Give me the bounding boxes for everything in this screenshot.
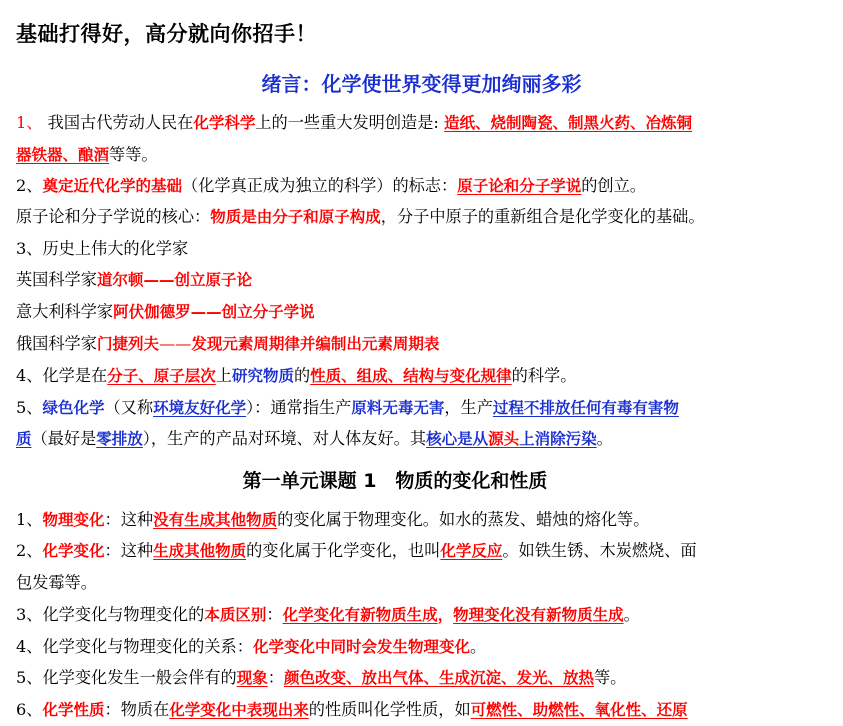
text-segment: 意大利科学家 — [16, 302, 114, 321]
text-line — [16, 328, 831, 360]
text-segment: 零排放 — [96, 430, 143, 448]
text-line — [16, 201, 831, 233]
text-segment: 的科学。 — [511, 366, 577, 385]
text-segment: 造纸、烧制陶瓷、制黑火药、冶炼铜 — [444, 114, 693, 132]
text-segment: 包发霉等。 — [16, 573, 97, 592]
text-segment: 5、化学变化发生一般会伴有的 — [16, 668, 237, 687]
text-segment: 奠定近代化学的基础 — [42, 177, 183, 195]
text-segment: 阿伏伽德罗——创立分子学说 — [113, 303, 315, 321]
text-line — [16, 599, 831, 631]
text-line — [16, 392, 831, 424]
text-segment: 等。 — [593, 668, 627, 687]
text-line — [16, 264, 831, 296]
text-segment: —— — [158, 334, 192, 353]
text-segment: 1、 — [16, 510, 43, 529]
text-segment: 分子、原子层次 — [107, 367, 216, 385]
text-segment: 性质、组成、结构与变化规律 — [310, 367, 512, 385]
text-segment: 化学变化中表现出来 — [169, 701, 309, 719]
text-segment: （最好是 — [31, 429, 97, 448]
text-segment: 我国古代劳动人民在 — [42, 113, 194, 132]
text-segment: 化学变化 — [42, 542, 105, 560]
text-segment: 4、化学是在 — [16, 366, 108, 385]
text-line — [16, 504, 831, 536]
text-segment: 化学变化中同时会发生物理变化 — [252, 638, 470, 656]
intro-title: 绪言：化学使世界变得更加绚丽多彩 — [261, 72, 582, 96]
text-line — [16, 631, 831, 663]
text-segment: 1、 — [16, 113, 43, 132]
text-segment: 核心是从 — [426, 430, 489, 448]
text-segment: 化学变化有新物质生成 — [282, 606, 438, 624]
text-segment: 的变化属于物理变化。如水的蒸发、蜡烛的熔化等。 — [277, 510, 650, 529]
text-segment: 3、化学变化与物理变化的 — [16, 605, 205, 624]
text-segment: 6、 — [16, 700, 43, 719]
text-segment: 。如铁生锈、木炭燃烧、面 — [502, 541, 697, 560]
text-segment: 器铁器、酿酒 — [16, 146, 110, 164]
text-segment: 可燃性、助燃性、氧化性、还原 — [470, 701, 688, 719]
text-segment: 的 — [293, 366, 311, 385]
text-segment: 原子论和分子学说 — [457, 177, 582, 195]
text-segment: ：这种 — [104, 510, 154, 529]
unit-title: 第一单元课题 1 物质的变化和性质 — [242, 470, 548, 492]
banner-heading: 基础打得好，高分就向你招手！ — [16, 22, 317, 46]
text-segment: 质 — [16, 430, 32, 448]
text-segment: 5、 — [16, 398, 43, 417]
text-segment: 3、历史上伟大的化学家 — [16, 239, 189, 258]
text-segment: ： — [267, 668, 284, 687]
text-segment: （又称 — [104, 398, 154, 417]
text-segment: 物理变化 — [42, 511, 105, 529]
text-segment: ： — [266, 605, 283, 624]
text-segment: ，生产 — [444, 398, 493, 417]
text-segment: 4、化学变化与物理变化的关系： — [16, 637, 253, 656]
text-line — [16, 535, 831, 567]
text-line — [16, 567, 831, 598]
text-line — [16, 360, 831, 392]
text-line — [16, 107, 831, 139]
text-segment: ）：通常指生产 — [246, 398, 352, 417]
text-segment: ， — [437, 606, 454, 624]
text-line — [16, 233, 831, 264]
text-segment: 上消除污染 — [519, 430, 597, 448]
text-segment: 源头 — [488, 430, 520, 448]
text-segment: 没有生成其他物质 — [153, 511, 278, 529]
text-segment: 研究物质 — [231, 367, 294, 385]
text-segment: 门捷列夫 — [96, 335, 159, 353]
text-segment: 化学反应 — [440, 542, 503, 560]
text-segment: ），生产的产品对环境、对人体友好。其 — [142, 429, 427, 448]
text-segment: 英国科学家 — [16, 270, 97, 289]
text-segment: 物质是由分子和原子构成 — [210, 208, 381, 226]
text-segment: 上的一些重大发明创造是: — [255, 113, 445, 132]
text-segment: 的性质叫化学性质，如 — [308, 700, 471, 719]
text-segment: 俄国科学家 — [16, 334, 97, 353]
text-segment: 的创立。 — [581, 176, 646, 195]
text-line — [16, 296, 831, 328]
text-segment: 。 — [469, 637, 487, 656]
text-segment: 原子论和分子学说的核心： — [16, 207, 211, 226]
text-segment: 上 — [215, 366, 232, 385]
text-segment: 物理变化没有新物质生成 — [453, 606, 624, 624]
text-segment: 绿色化学 — [42, 399, 105, 417]
text-segment: 等等。 — [109, 145, 158, 164]
text-segment: ：物质在 — [104, 700, 170, 719]
text-segment: 2、 — [16, 176, 43, 195]
text-segment: 生成其他物质 — [153, 542, 247, 560]
text-segment: 的变化属于化学变化，也叫 — [246, 541, 441, 560]
text-segment: 原料无毒无害 — [351, 399, 445, 417]
text-segment: 过程不排放任何有毒有害物 — [492, 399, 679, 417]
text-segment: 道尔顿——创立原子论 — [96, 271, 252, 289]
text-segment: 发现元素周期律并编制出元素周期表 — [191, 335, 440, 353]
text-line — [16, 139, 831, 171]
text-segment: ：这种 — [104, 541, 154, 560]
text-segment: 2、 — [16, 541, 43, 560]
text-segment: 环境友好化学 — [153, 399, 247, 417]
text-segment: 。 — [596, 429, 613, 448]
text-line — [16, 662, 831, 694]
text-line — [16, 170, 831, 202]
text-line — [16, 694, 831, 726]
text-segment: 化学性质 — [42, 701, 105, 719]
text-line — [16, 423, 831, 455]
text-segment: ，分子中原子的重新组合是化学变化的基础。 — [380, 207, 705, 226]
text-segment: 化学科学 — [193, 114, 256, 132]
text-segment: （化学真正成为独立的科学）的标志： — [182, 176, 458, 195]
text-segment: 。 — [623, 605, 640, 624]
text-segment: 现象 — [236, 669, 268, 687]
text-segment: 颜色改变、放出气体、生成沉淀、发光、放热 — [283, 669, 594, 687]
text-segment: 本质区别 — [204, 606, 267, 624]
